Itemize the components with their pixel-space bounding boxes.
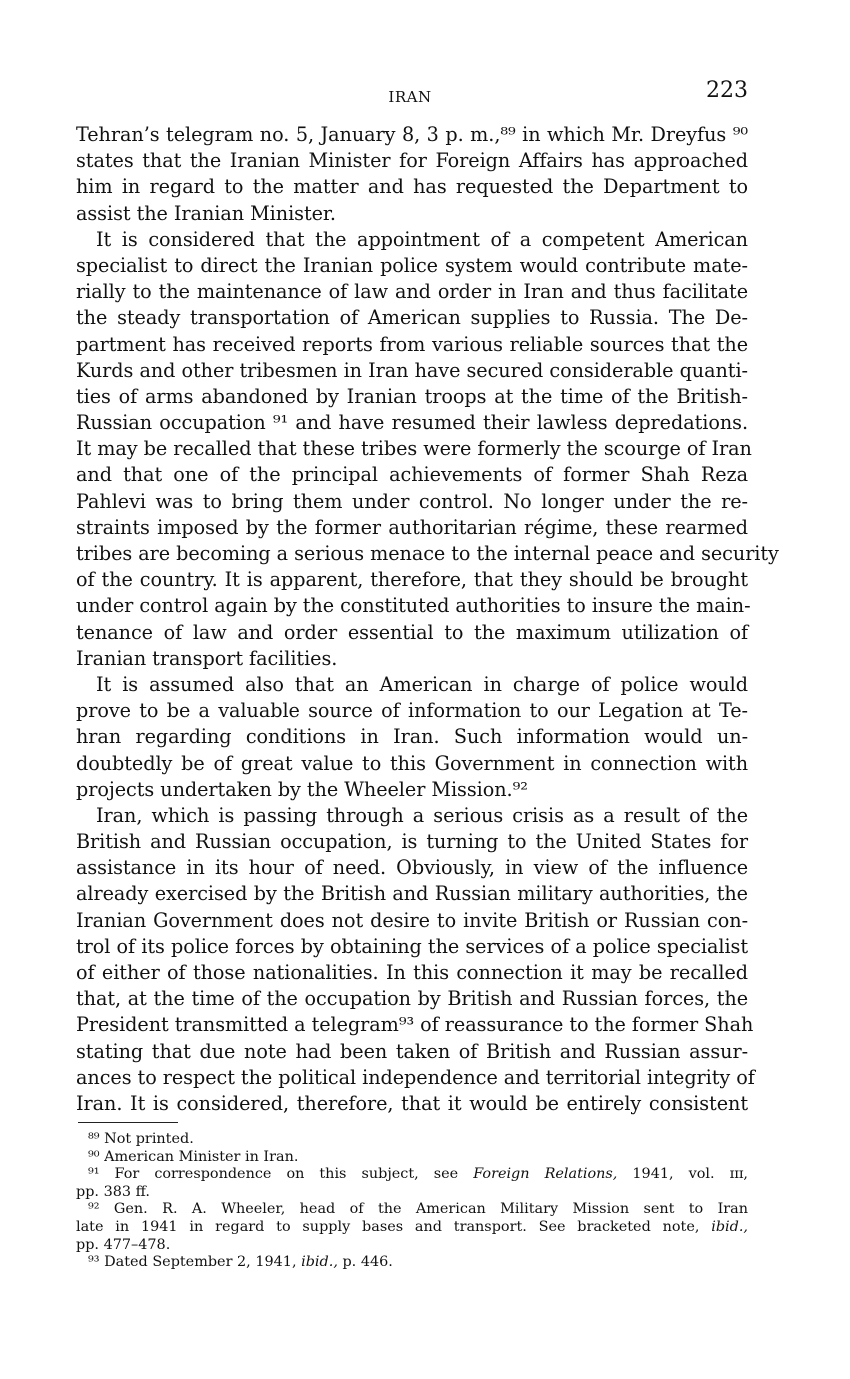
text-line: Russian occupation ⁹¹ and have resumed their lawless depredations. [76, 411, 748, 435]
text-line: rially to the maintenance of law and order in Iran and thus facilitate [76, 280, 748, 304]
text-line: Iran, which is passing through a serious crisis as a result of the [96, 803, 748, 827]
text-line: stating that due note had been taken of British and Russian assur- [76, 1039, 748, 1063]
text-line: President transmitted a telegram⁹³ of reassurance to the former Shah [76, 1013, 754, 1037]
text-line: that, at the time of the occupation by British and Russian forces, the [76, 987, 748, 1011]
text-line: states that the Iranian Minister for Foreign Affairs has approached [76, 149, 748, 173]
text-line: It is considered that the appointment of a competent American [96, 227, 748, 251]
text-line: of either of those nationalities. In this connection it may be recalled [76, 961, 748, 984]
text-line: projects undertaken by the Wheeler Mission.⁹² [76, 777, 528, 801]
text-line: already exercised by the British and Russian military authorities, the [76, 882, 748, 906]
text-line: under control again by the constituted authorities to insure the main- [76, 594, 751, 618]
text-line: straints imposed by the former authoritarian régime, these rearmed [76, 515, 748, 539]
footnote-92-cont: pp. 477–478. [76, 1236, 171, 1253]
text-line: and that one of the principal achievements of former Shah Reza [76, 463, 748, 487]
text-line: Tehran’s telegram no. 5, January 8, 3 p. m.,⁸⁹ in which Mr. Dreyfus ⁹⁰ [76, 123, 748, 146]
text-line: ances to respect the political independence and territorial integrity of [76, 1065, 755, 1089]
text-line: him in regard to the matter and has requested the Department to [76, 175, 748, 199]
text-line: Kurds and other tribesmen in Iran have secured considerable quanti- [76, 358, 748, 382]
text-line: partment has received reports from various reliable sources that the [76, 332, 748, 356]
text-line: It is assumed also that an American in charge of police would [96, 672, 748, 696]
footnote-divider [78, 1122, 178, 1123]
footnote-90: ⁹⁰ American Minister in Iran. [88, 1148, 299, 1165]
text-line: Iranian Government does not desire to invite British or Russian con- [76, 908, 748, 932]
page-number: 223 [706, 78, 748, 103]
text-line: the steady transportation of American supplies to Russia. The De- [76, 306, 748, 330]
footnote-91: ⁹¹ For correspondence on this subject, see Foreign Relations, 1941, vol. ɪɪɪ, [88, 1166, 748, 1183]
text-line: prove to be a valuable source of information to our Legation at Te- [76, 699, 748, 723]
running-head: IRAN [388, 88, 432, 106]
footnote-92-cont: late in 1941 in regard to supply bases and transport. See bracketed note, ibid., [76, 1218, 748, 1235]
text-line: tribes are becoming a serious menace to the internal peace and security [76, 542, 779, 565]
text-line: British and Russian occupation, is turning to the United States for [76, 830, 748, 854]
text-line: Iran. It is considered, therefore, that it would be entirely consistent [76, 1091, 748, 1115]
text-line: of the country. It is apparent, therefore, that they should be brought [76, 568, 748, 592]
body-text [76, 122, 779, 1117]
text-line: tenance of law and order essential to the maximum utilization of [76, 620, 748, 644]
footnotes [76, 1131, 748, 1272]
footnote-92: ⁹² Gen. R. A. Wheeler, head of the American Military Mission sent to Iran [88, 1201, 748, 1218]
footnote-93: ⁹³ Dated September 2, 1941, ibid., p. 446. [88, 1254, 393, 1271]
text-line: assist the Iranian Minister. [76, 201, 336, 225]
text-line: specialist to direct the Iranian police system would contribute mate- [76, 253, 748, 277]
text-line: assistance in its hour of need. Obviously, in view of the influence [76, 856, 748, 880]
text-line: hran regarding conditions in Iran. Such information would un- [76, 725, 748, 749]
text-line: It may be recalled that these tribes were formerly the scourge of Iran [76, 437, 752, 461]
text-line: trol of its police forces by obtaining the services of a police specialist [76, 934, 748, 958]
footnote-89: ⁸⁹ Not printed. [88, 1131, 194, 1147]
text-line: Pahlevi was to bring them under control. No longer under the re- [76, 489, 748, 513]
text-line: doubtedly be of great value to this Government in connection with [76, 751, 748, 775]
footnote-91-cont: pp. 383 ff. [76, 1183, 150, 1200]
text-line: Iranian transport facilities. [76, 646, 338, 670]
text-line: ties of arms abandoned by Iranian troops at the time of the British- [76, 384, 748, 408]
